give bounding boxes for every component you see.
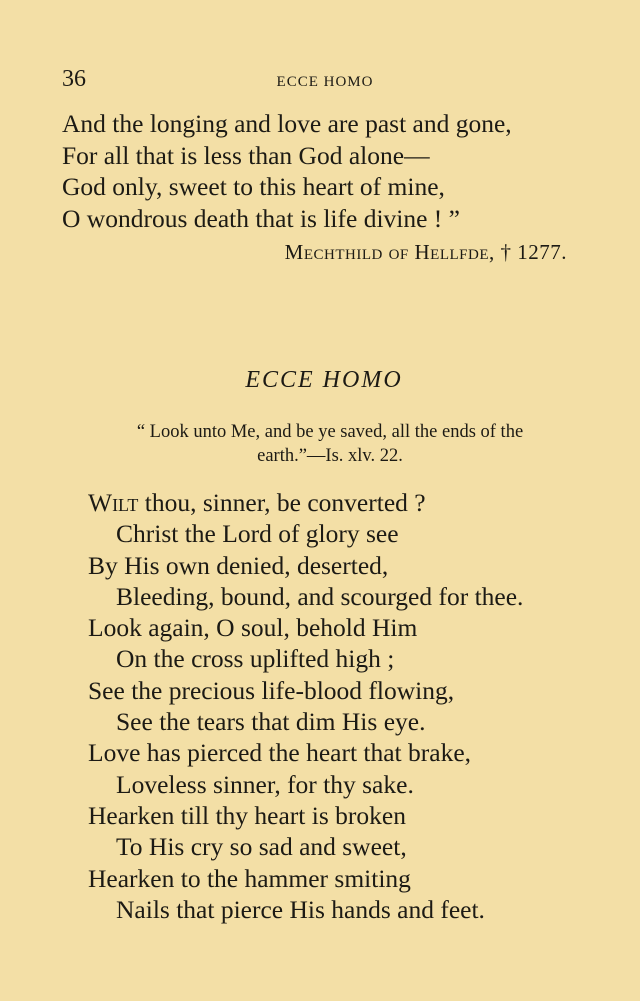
poem-line: God only, sweet to this heart of mine, (62, 172, 445, 201)
poem-line: And the longing and love are past and gone, (62, 109, 512, 138)
poem-body (88, 487, 523, 925)
page-number: 36 (62, 66, 86, 92)
poem-line: Hearken till thy heart is broken (88, 800, 406, 830)
epigraph-line: earth.”—Is. xlv. 22. (257, 446, 403, 466)
epigraph-line: “ Look unto Me, and be ye saved, all the ends of the (136, 422, 524, 442)
poem-line: O wondrous death that is life divine ! ” (62, 203, 460, 233)
poem-first-word: Wilt (88, 488, 139, 517)
poem-first-line (88, 487, 523, 518)
poem-attribution: Mechthild of Hellfde, † 1277. (284, 240, 567, 264)
poem-line: See the precious life-blood flowing, (88, 675, 455, 705)
poem-first-line-rest: thou, sinner, be converted ? (138, 488, 426, 517)
running-head: ECCE HOMO (276, 74, 374, 90)
poem-line: Love has pierced the heart that brake, (88, 738, 472, 768)
poem-line: To His cry so sad and sweet, (116, 832, 407, 862)
poem-line: By His own denied, deserted, (88, 550, 389, 580)
poem-line: See the tears that dim His eye. (116, 707, 426, 737)
poem-line: Hearken to the hammer smiting (88, 863, 411, 893)
poem-line: Christ the Lord of glory see (116, 519, 399, 549)
poem-line: Nails that pierce His hands and feet. (116, 894, 485, 924)
poem-line: Loveless sinner, for thy sake. (116, 769, 414, 799)
poem-line: On the cross uplifted high ; (116, 644, 395, 674)
epigraph (80, 420, 580, 468)
poem-title: ECCE HOMO (245, 367, 403, 393)
poem-line: Bleeding, bound, and scourged for thee. (116, 581, 524, 611)
poem-line: For all that is less than God alone— (62, 140, 430, 170)
poem-line: Look again, O soul, behold Him (88, 613, 418, 643)
previous-poem-ending (62, 108, 512, 234)
